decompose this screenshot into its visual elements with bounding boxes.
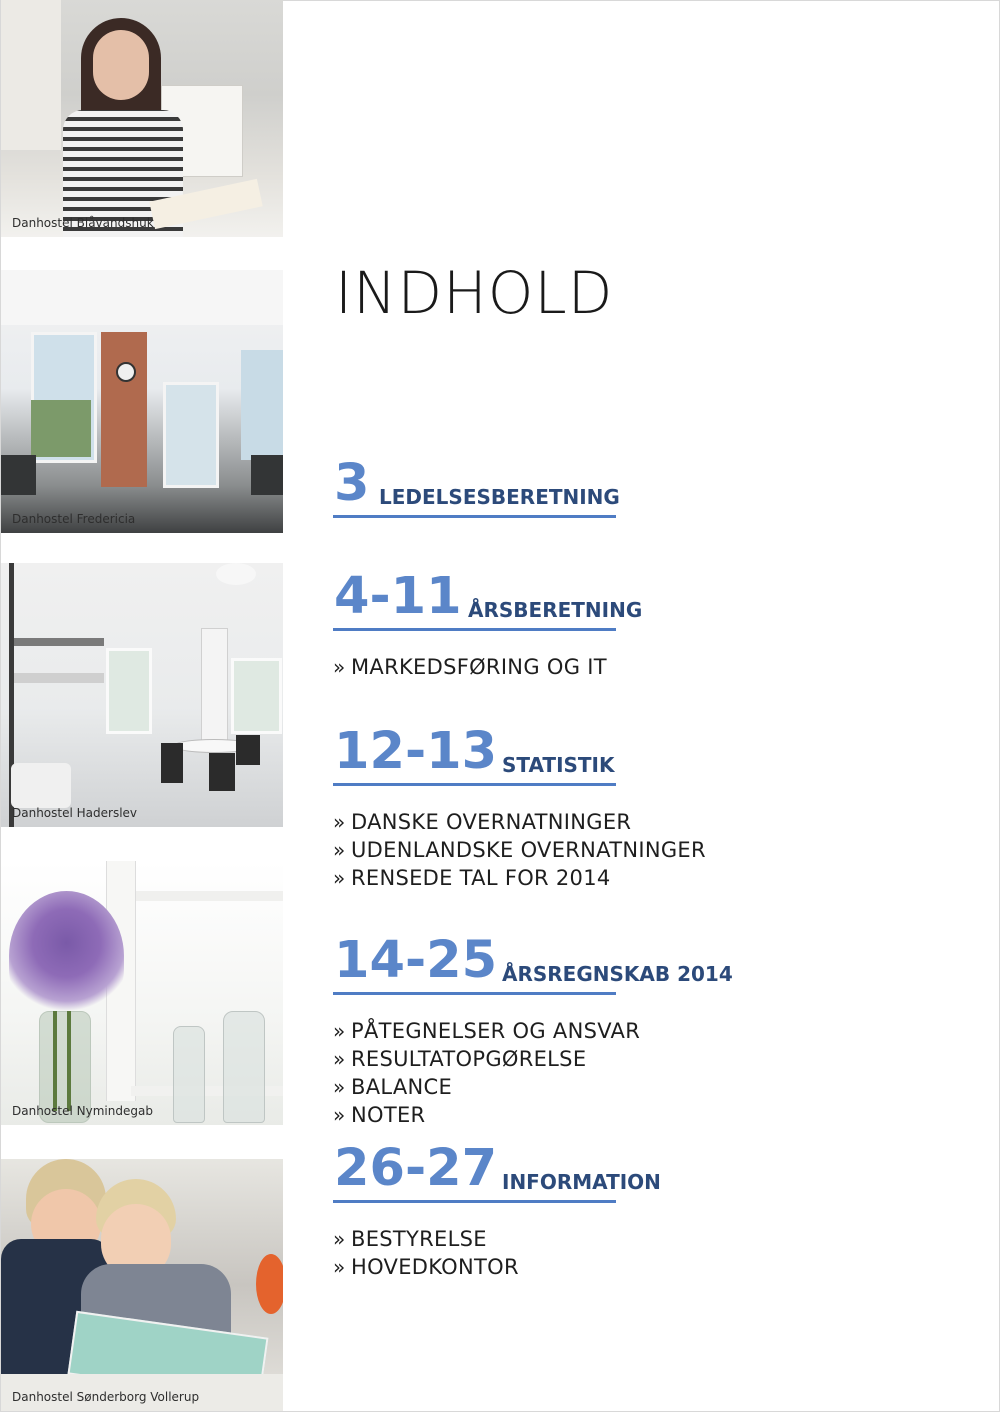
- section-page-number: 12-13: [334, 722, 498, 781]
- photo-nymindegab: [1, 861, 283, 1125]
- section-divider: [333, 992, 616, 995]
- section-divider: [333, 515, 616, 518]
- toc-item: » BALANCE: [333, 1075, 453, 1099]
- toc-section: [333, 925, 733, 1129]
- section-page-number: 3: [334, 454, 370, 513]
- chevron-right-icon: »: [333, 1227, 346, 1251]
- section-title: STATISTIK: [502, 753, 615, 777]
- toc-item: » HOVEDKONTOR: [333, 1255, 519, 1279]
- section-page-number: 14-25: [334, 931, 498, 990]
- chevron-right-icon: »: [333, 1255, 346, 1279]
- toc-item: » BESTYRELSE: [333, 1227, 487, 1251]
- photo-caption: Danhostel Haderslev: [12, 806, 138, 820]
- chevron-right-icon: »: [333, 1103, 346, 1127]
- toc-section: [333, 1133, 661, 1281]
- toc-item: » PÅTEGNELSER OG ANSVAR: [333, 1019, 641, 1043]
- chevron-right-icon: »: [333, 866, 346, 890]
- toc-item: » MARKEDSFØRING OG IT: [333, 655, 607, 679]
- chevron-right-icon: »: [333, 1019, 346, 1043]
- photo-sonderborg-vollerup: [1, 1159, 283, 1411]
- chevron-right-icon: »: [333, 838, 346, 862]
- chevron-right-icon: »: [333, 655, 346, 679]
- toc-section: [333, 716, 706, 892]
- toc-item: » DANSKE OVERNATNINGER: [333, 810, 632, 834]
- page-title: INDHOLD: [335, 259, 614, 327]
- toc-item: » UDENLANDSKE OVERNATNINGER: [333, 838, 706, 862]
- section-page-number: 26-27: [334, 1139, 498, 1198]
- section-title: ÅRSBERETNING: [468, 598, 643, 622]
- toc-item: » RESULTATOPGØRELSE: [333, 1047, 587, 1071]
- photo-caption: Danhostel Nymindegab: [12, 1104, 153, 1118]
- photo-caption: Danhostel Blåvandshuk: [12, 216, 154, 230]
- section-title: ÅRSREGNSKAB 2014: [502, 962, 733, 986]
- toc-item: » RENSEDE TAL FOR 2014: [333, 866, 611, 890]
- photo-fredericia: [1, 270, 283, 533]
- photo-caption: Danhostel Fredericia: [12, 512, 136, 526]
- chevron-right-icon: »: [333, 810, 346, 834]
- chevron-right-icon: »: [333, 1075, 346, 1099]
- section-divider: [333, 783, 616, 786]
- chevron-right-icon: »: [333, 1047, 346, 1071]
- photo-blavandshuk: [1, 0, 283, 237]
- section-title: INFORMATION: [502, 1170, 661, 1194]
- section-page-number: 4-11: [334, 567, 462, 626]
- photo-haderslev: [1, 563, 283, 827]
- toc-section: [333, 561, 643, 681]
- section-divider: [333, 1200, 616, 1203]
- section-divider: [333, 628, 616, 631]
- section-title: LEDELSESBERETNING: [379, 485, 620, 509]
- photo-caption: Danhostel Sønderborg Vollerup: [12, 1390, 200, 1404]
- toc-item: » NOTER: [333, 1103, 426, 1127]
